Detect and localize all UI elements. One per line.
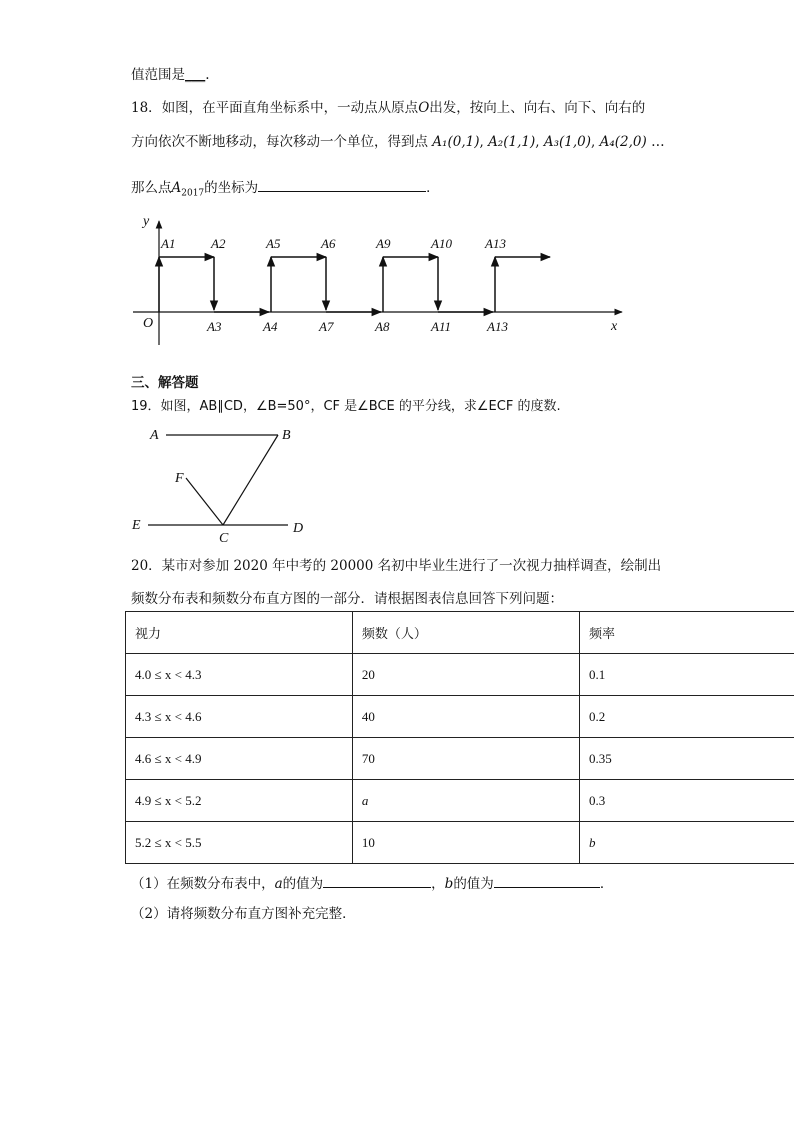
q20-sub2: （2）请将频数分布直方图补充完整．: [131, 906, 356, 922]
table-row: 4.0 ≤ x < 4.3 20 0.1: [126, 654, 794, 696]
point-a4: A₄(2,0): [599, 134, 647, 150]
q18-answer-blank[interactable]: [258, 177, 426, 192]
q20-line2: 频数分布表和频数分布直方图的一部分．请根据图表信息回答下列问题：: [131, 591, 563, 607]
label-a11: A11: [431, 319, 451, 334]
label-a10: A10: [431, 236, 452, 251]
x-axis-label: x: [611, 319, 618, 334]
header-vision: 视力: [126, 612, 353, 654]
figure-19: [128, 420, 328, 548]
label-a7: A7: [319, 319, 334, 334]
label-a4: A4: [263, 319, 278, 334]
q18-line2: 方向依次不断地移动，每次移动一个单位，得到点 A₁(0,1), A₂(1,1), A₃(1,0), A₄(2,0) …: [131, 134, 665, 150]
label-a6: A6: [321, 236, 336, 251]
figure-18-step-path: [125, 205, 635, 350]
point-a2: A₂(1,1): [488, 134, 536, 150]
label-a1: A1: [161, 236, 176, 251]
header-rate: 频率: [579, 612, 794, 654]
label-a13-top: A13: [485, 236, 506, 251]
q18-line1: 18．如图，在平面直角坐标系中，一动点从原点O出发，按向上、向右、向下、向右的: [131, 100, 646, 116]
label-E: E: [132, 518, 141, 533]
q19-text: 19．如图，AB∥CD，∠B=50°，CF 是∠BCE 的平分线，求∠ECF 的度数.: [131, 399, 561, 414]
q20-sub1: （1）在频数分布表中，a的值为 ，b的值为 ．: [131, 873, 613, 894]
label-B: B: [282, 428, 291, 443]
frequency-table: [125, 611, 794, 864]
label-a9: A9: [376, 236, 391, 251]
origin-label: O: [143, 316, 154, 331]
point-a3: A₃(1,0): [543, 134, 591, 150]
table-row: 4.3 ≤ x < 4.6 40 0.2: [126, 696, 794, 738]
y-axis-label: y: [143, 214, 150, 229]
table-header-row: [126, 612, 794, 654]
table-row: 4.9 ≤ x < 5.2 a 0.3: [126, 780, 794, 822]
header-frequency: 频数（人）: [352, 612, 579, 654]
point-a1: A₁(0,1): [432, 134, 480, 150]
q17-blank[interactable]: ___: [185, 67, 206, 83]
label-a13-bottom: A13: [487, 319, 508, 334]
label-a3: A3: [207, 319, 222, 334]
label-A: A: [150, 428, 159, 443]
q20-line1: 20．某市对参加 2020 年中考的 20000 名初中毕业生进行了一次视力抽样调查，绘制出: [131, 558, 662, 574]
answer-b-blank[interactable]: [494, 873, 600, 888]
table-row: 5.2 ≤ x < 5.5 10 b: [126, 822, 794, 864]
section-title: 三、解答题: [131, 375, 199, 391]
label-C: C: [219, 531, 229, 546]
label-a5: A5: [266, 236, 281, 251]
table-row: 4.6 ≤ x < 4.9 70 0.35: [126, 738, 794, 780]
label-a8: A8: [375, 319, 390, 334]
label-F: F: [175, 471, 184, 486]
label-a2: A2: [211, 236, 226, 251]
label-D: D: [293, 521, 304, 536]
answer-a-blank[interactable]: [323, 873, 431, 888]
q18-line3: 那么点$A_{2017}$的坐标为 ．: [131, 177, 440, 204]
q17-tail: 值范围是___.: [131, 67, 210, 83]
